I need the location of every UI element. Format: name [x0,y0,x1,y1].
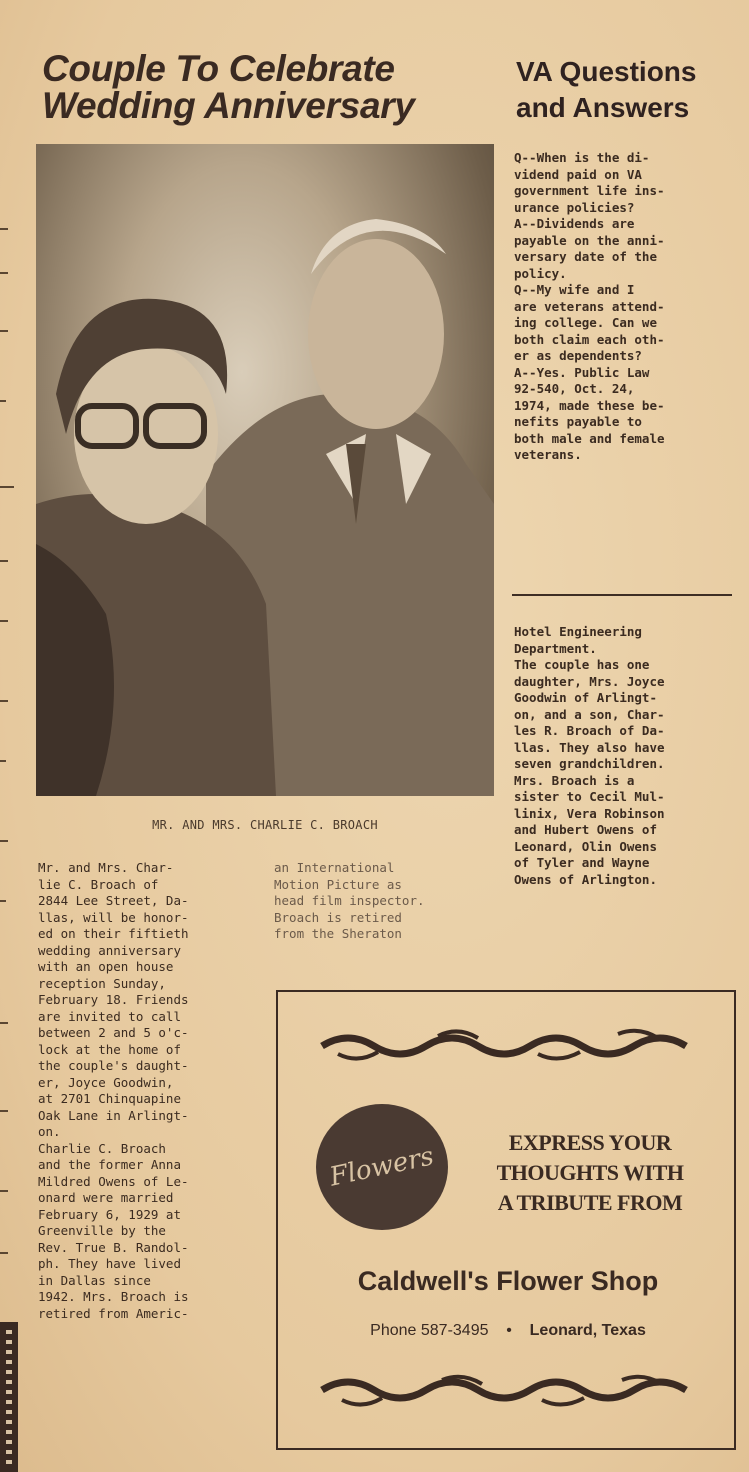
adjacent-column-border [0,1322,18,1472]
shop-location: Leonard, Texas [529,1322,646,1339]
article-column-3: Hotel Engineering Department. The couple has one daughter, Mrs. Joyce Goodwin of Arlingt- on, and a son, Char- les R. Broach of Da- llas. They also have seven grandchildren. Mrs. Broach is a sister to Cecil Mul- linix, Vera Robinson and Hubert Owens of Leonard, Olin Owens of Tyler and Wayne Owens of Arlington. [514,624,665,887]
flowers-seal-icon [316,1104,448,1230]
floral-border-top [318,1024,690,1066]
left-column-edge [0,0,14,1472]
photo-caption: MR. AND MRS. CHARLIE C. BROACH [152,818,378,832]
ad-tagline: EXPRESS YOUR THOUGHTS WITH A TRIBUTE FROM [496,1130,684,1215]
couple-photo [36,144,494,796]
flowers-seal-label: Flowers [327,1141,437,1193]
flower-shop-ad [276,990,736,1450]
contact-separator: • [506,1322,512,1339]
va-qa-body: Q--When is the di- vidend paid on VA government life ins- urance policies? A--Dividends are payable on the anni- versary date of the policy. Q--My wife and I are veterans attend- ing college. Can we both claim each oth- er as dependents? A--Yes. Public Law 92-540, Oct. 24, 1974, made these be- nefits payable to both male and female veterans. [514,150,665,462]
article-column-1: Mr. and Mrs. Char- lie C. Broach of 2844 Lee Street, Da- llas, will be honor- ed on their fiftieth wedding anniversary with an open house reception Sunday, February 18. Friends are invited to call between 2 and 5 o'c- lock at the home of the couple's daught- er, Joyce Goodwin, at 2701 Chinquapine Oak Lane in Arlingt- on. Charlie C. Broach and the former Anna Mildred Owens of Le- onard were married February 6, 1929 at Greenville by the Rev. True B. Randol- ph. They have lived in Dallas since 1942. Mrs. Broach is retired from Americ- [38,860,189,1321]
article-column-2: an International Motion Picture as head film inspector. Broach is retired from the Sheraton [274,860,425,941]
va-section-title: VA Questions and Answers [516,56,697,123]
floral-border-bottom [318,1370,690,1412]
shop-name: Caldwell's Flower Shop [357,1266,659,1296]
shop-phone: Phone 587-3495 [370,1322,489,1339]
article-headline: Couple To Celebrate Wedding Anniversary [42,48,415,126]
section-divider [512,594,732,596]
shop-contact [278,1322,738,1340]
